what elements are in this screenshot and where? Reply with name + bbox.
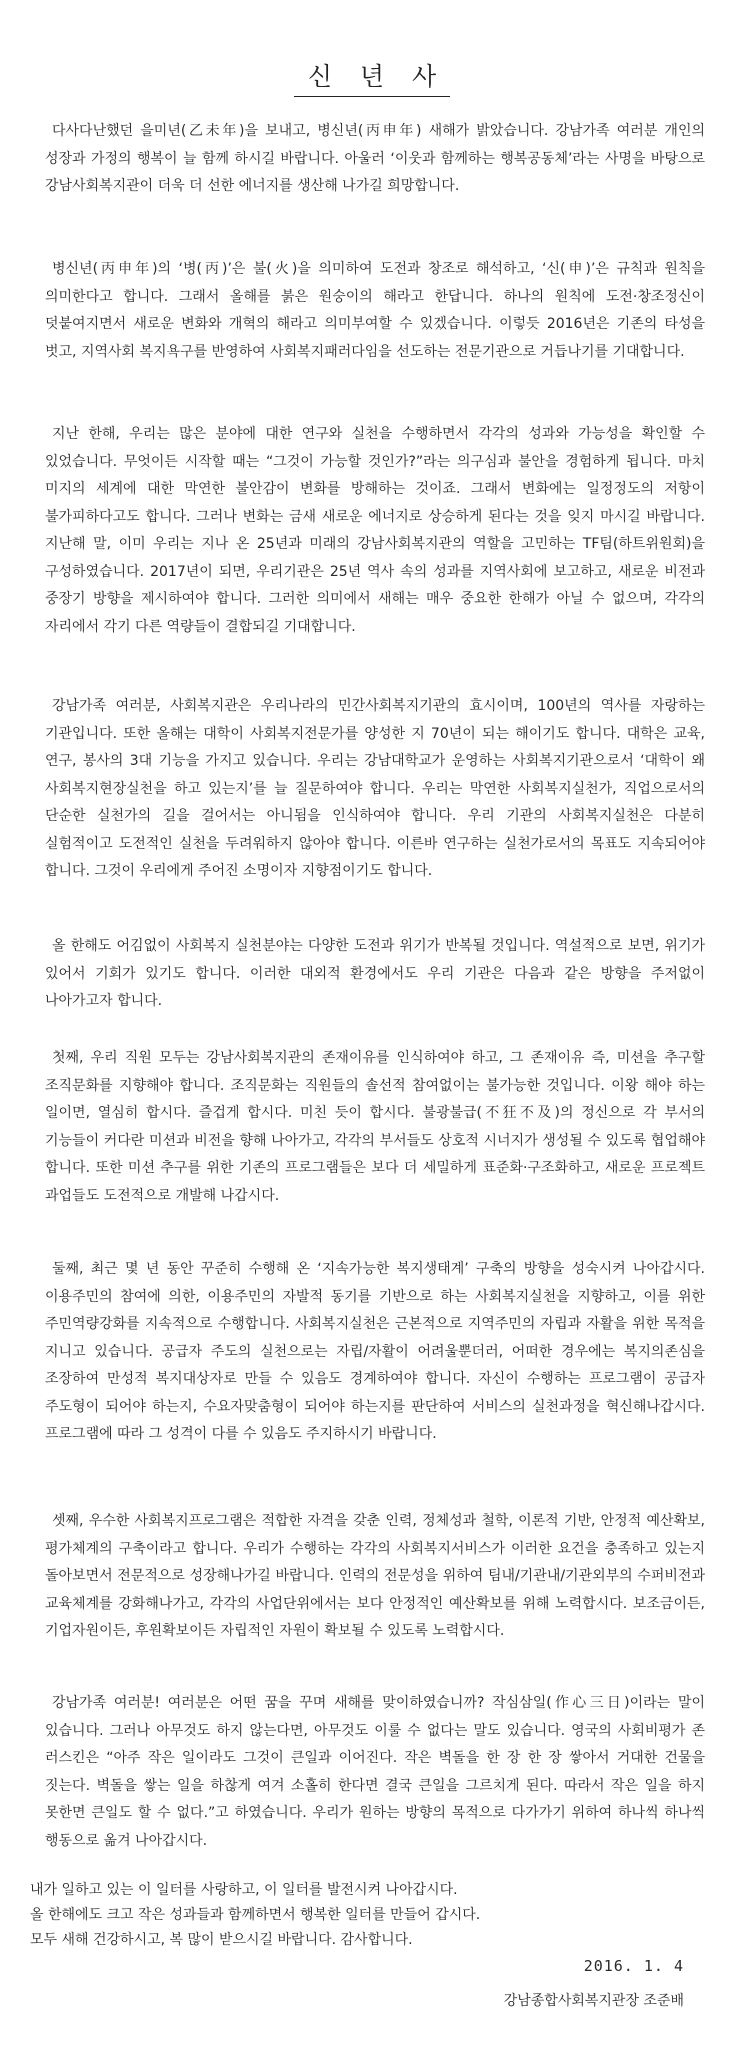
paragraph-4: 강남가족 여러분, 사회복지관은 우리나라의 민간사회복지기관의 효시이며, 100년의 역사를 자랑하는 기관입니다. 또한 올해는 대학이 사회복지전문가를 양성한 지 70년이 되는 해이기도 합니다. 대학은 교육, 연구, 봉사의 3대 기능을 가지고 있습니다. 우리는 강남대학교가 운영하는 사회복지기관으로서 ‘대학이 왜 사회복지현장실천을 하고 있는지’를 늘 질문하여야 합니다. 우리는 막연한 사회복지실천가, 직업으로서의 단순한 실천가의 길을 걸어서는 아니됨을 인식하여야 합니다. 우리 기관의 사회복지실천은 다분히 실험적이고 도전적인 실천을 두려워하지 않아야 합니다. 이른바 연구하는 실천가로서의 목표도 지속되어야 합니다. 그것이 우리에게 주어진 소명이자 지향점이기도 합니다.: [45, 698, 705, 879]
paragraph-1: 다사다난했던 을미년(乙未年)을 보내고, 병신년(丙申年) 새해가 밝았습니다. 강남가족 여러분 개인의 성장과 가정의 행복이 늘 함께 하시길 바랍니다. 아울러 ‘이웃과 함께하는 행복공동체’라는 사명을 바탕으로 강남사회복지관이 더욱 더 선한 에너지를 생산해 나가길 희망합니다.: [45, 123, 705, 194]
letter-date: 2016. 1. 4: [583, 1957, 684, 1975]
title-container: [0, 62, 744, 97]
closing-line: 내가 일하고 있는 이 일터를 사랑하고, 이 일터를 발전시켜 나아갑시다.: [30, 1882, 458, 1898]
closing-lines: [30, 1878, 710, 1953]
signature: 강남종합사회복지관장 조준배: [503, 1993, 684, 2009]
closing-line: 올 한해에도 크고 작은 성과들과 함께하면서 행복한 일터를 만들어 갑시다.: [30, 1907, 481, 1923]
paragraph-2: 병신년(丙申年)의 ‘병(丙)’은 불(火)을 의미하여 도전과 창조로 해석하고, ‘신(申)’은 규칙과 원칙을 의미한다고 합니다. 그래서 올해를 붉은 원숭이의 해라고 한답니다. 하나의 원칙에 도전·창조정신이 덧붙여지면서 새로운 변화와 개혁의 해라고 의미부여할 수 있겠습니다. 이렇듯 2016년은 기존의 타성을 벗고, 지역사회 복지욕구를 반영하여 사회복지패러다임을 선도하는 전문기관으로 거듭나기를 기대합니다.: [45, 261, 705, 360]
paragraph-9: 강남가족 여러분! 여러분은 어떤 꿈을 꾸며 새해를 맞이하였습니까? 작심삼일(作心三日)이라는 말이 있습니다. 그러나 아무것도 하지 않는다면, 아무것도 이룰 수 없다는 말도 있습니다. 영국의 사회비평가 존 러스킨은 “아주 작은 일이라도 그것이 큰일과 이어진다. 작은 벽돌을 한 장 한 장 쌓아서 거대한 건물을 짓는다. 벽돌을 쌓는 일을 하찮게 여겨 소홀히 한다면 결국 큰일을 그르치게 된다. 따라서 작은 일을 하지 못한면 큰일도 할 수 없다.”고 하였습니다. 우리가 원하는 방향의 목적으로 다가가기 위하여 하나씩 하나씩 행동으로 옮겨 나아갑시다.: [45, 1695, 705, 1849]
closing-line: 모두 새해 건강하시고, 복 많이 받으시길 바랍니다. 감사합니다.: [30, 1932, 413, 1948]
paragraph-5: 올 한해도 어김없이 사회복지 실천분야는 다양한 도전과 위기가 반복될 것입니다. 역설적으로 보면, 위기가 있어서 기회가 있기도 합니다. 이러한 대외적 환경에서도 우리 기관은 다음과 같은 방향을 주저없이 나아가고자 합니다.: [45, 938, 705, 1009]
paragraph-8: 셋째, 우수한 사회복지프로그램은 적합한 자격을 갖춘 인력, 정체성과 철학, 이론적 기반, 안정적 예산확보, 평가체계의 구축이라고 합니다. 우리가 수행하는 각각의 사회복지서비스가 이러한 요건을 충족하고 있는지 돌아보면서 전문적으로 성장해나가길 바랍니다. 인력의 전문성을 위하여 팀내/기관내/기관외부의 수퍼비전과 교육체계를 강화해나가고, 각각의 사업단위에서는 보다 안정적인 예산확보를 위해 노력합시다. 보조금이든, 기업자원이든, 후원확보이든 자립적인 자원이 확보될 수 있도록 노력합시다.: [45, 1513, 705, 1639]
page-title: 신 년 사: [294, 62, 450, 97]
paragraph-7: 둘째, 최근 몇 년 동안 꾸준히 수행해 온 ‘지속가능한 복지생태계’ 구축의 방향을 성숙시켜 나아갑시다. 이용주민의 참여에 의한, 이용주민의 자발적 동기를 기반으로 하는 사회복지실천을 지향하고, 이를 위한 주민역량강화를 지속적으로 수행합니다. 사회복지실천은 근본적으로 지역주민의 자립과 자활을 위한 목적을 지니고 있습니다. 공급자 주도의 실천으로는 자립/자활이 어려울뿐더러, 어떠한 경우에는 복지의존심을 조장하여 만성적 복지대상자로 만들 수 있음도 경계하여야 합니다. 자신이 수행하는 프로그램이 공급자 주도형이 되어야 하는지, 수요자맞춤형이 되어야 하는지를 판단하여 서비스의 실천과정을 혁신해나갑시다. 프로그램에 따라 그 성격이 다를 수 있음도 주지하시기 바랍니다.: [45, 1261, 705, 1442]
paragraph-3: 지난 한해, 우리는 많은 분야에 대한 연구와 실천을 수행하면서 각각의 성과와 가능성을 확인할 수 있었습니다. 무엇이든 시작할 때는 “그것이 가능할 것인가?”라는 의구심과 불안을 경험하게 됩니다. 마치 미지의 세계에 대한 막연한 불안감이 변화를 방해하는 것이죠. 그래서 변화에는 일정정도의 저항이 불가피하다고도 합니다. 그러나 변화는 금새 새로운 에너지로 상승하게 된다는 것을 잊지 마시길 바랍니다. 지난해 말, 이미 우리는 지나 온 25년과 미래의 강남사회복지관의 역할을 고민하는 TF팀(하트위원회)을 구성하였습니다. 2017년이 되면, 우리기관은 25년 역사 속의 성과를 지역사회에 보고하고, 새로운 비전과 중장기 방향을 제시하여야 합니다. 그러한 의미에서 새해는 매우 중요한 한해가 아닐 수 없으며, 각각의 자리에서 각기 다른 역량들이 결합되길 기대합니다.: [45, 426, 705, 635]
paragraph-6: 첫째, 우리 직원 모두는 강남사회복지관의 존재이유를 인식하여야 하고, 그 존재이유 즉, 미션을 추구할 조직문화를 지향해야 합니다. 조직문화는 직원들의 솔선적 참여없이는 불가능한 것입니다. 이왕 해야 하는 일이면, 열심히 합시다. 즐겁게 합시다. 미친 듯이 합시다. 불광불급(不狂不及)의 정신으로 각 부서의 기능들이 커다란 미션과 비전을 향해 나아가고, 각각의 부서들도 상호적 시너지가 생성될 수 있도록 협업해야 합니다. 또한 미션 추구를 위한 기존의 프로그램들은 보다 더 세밀하게 표준화·구조화하고, 새로운 프로젝트 과업들도 도전적으로 개발해 나갑시다.: [45, 1050, 705, 1204]
